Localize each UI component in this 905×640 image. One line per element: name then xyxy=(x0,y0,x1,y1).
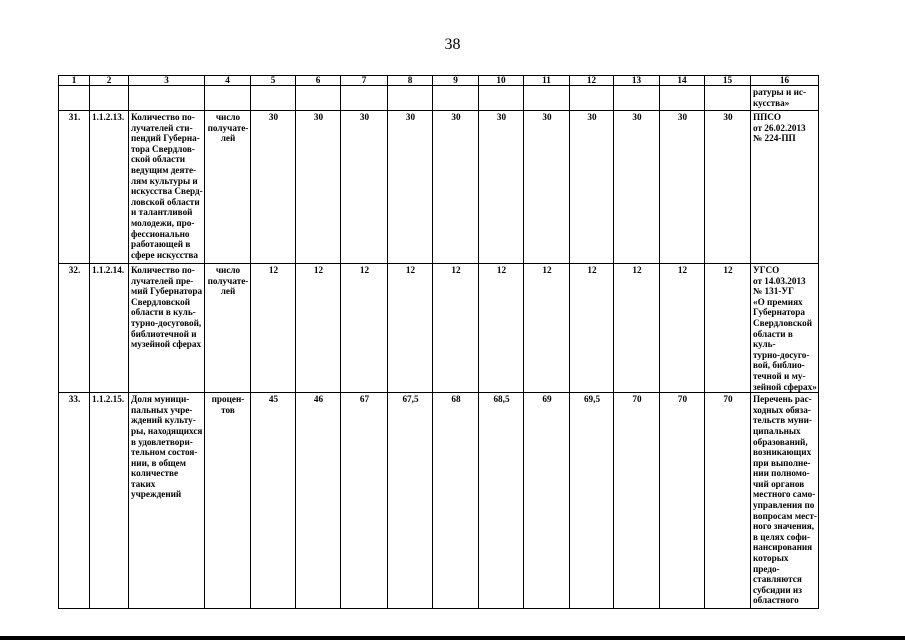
indicator-table xyxy=(58,75,819,609)
value-cell: 67 xyxy=(341,393,388,609)
column-header: 15 xyxy=(705,76,751,86)
row-code: 1.1.2.15. xyxy=(90,393,129,609)
value-cell: 70 xyxy=(614,393,660,609)
value-cell: 69 xyxy=(524,393,570,609)
row-code: 1.1.2.14. xyxy=(90,264,129,393)
value-cell: 12 xyxy=(341,264,388,393)
column-header: 16 xyxy=(751,76,819,86)
value-cell: 45 xyxy=(251,393,296,609)
value-cell: 46 xyxy=(296,393,341,609)
column-header: 8 xyxy=(388,76,433,86)
value-cell: 12 xyxy=(296,264,341,393)
unit: процен- тов xyxy=(205,393,251,609)
continuation-row xyxy=(59,86,819,111)
column-header: 14 xyxy=(660,76,705,86)
value-cell: 12 xyxy=(433,264,479,393)
column-header: 9 xyxy=(433,76,479,86)
column-header: 5 xyxy=(251,76,296,86)
column-header: 6 xyxy=(296,76,341,86)
value-cell: 67,5 xyxy=(388,393,433,609)
value-cell: 12 xyxy=(614,264,660,393)
header-row xyxy=(59,76,819,86)
table-row xyxy=(59,111,819,264)
value-cell: 30 xyxy=(251,111,296,264)
value-cell: 12 xyxy=(705,264,751,393)
value-cell: 12 xyxy=(524,264,570,393)
value-cell: 12 xyxy=(570,264,614,393)
row-number: 32. xyxy=(59,264,90,393)
column-header: 3 xyxy=(129,76,205,86)
value-cell: 12 xyxy=(251,264,296,393)
source-document: УГСО от 14.03.2013 № 131-УГ «О премиях Губернатора Свердловской области в куль- турно-досуго- вой, библио- течной и му- зейной сферах» xyxy=(751,264,819,393)
value-cell: 30 xyxy=(660,111,705,264)
column-header: 1 xyxy=(59,76,90,86)
scan-edge xyxy=(0,636,905,640)
row-number: 33. xyxy=(59,393,90,609)
row-code: 1.1.2.13. xyxy=(90,111,129,264)
source-document: Перечень рас- ходных обяза- тельств муни- ципальных образований, возникающих при выполне- нии полномо- чий органов местного само- управления по вопросам мест- ного значения, в целях софи- нансирования которых предо- ставляются субсидии из областного xyxy=(751,393,819,609)
value-cell: 68 xyxy=(433,393,479,609)
value-cell: 70 xyxy=(660,393,705,609)
indicator-name: Количество по- лучателей сти- пендий Губерна- тора Свердлов- ской области ведущим деяте- лям культуры и искусства Сверд- ловской области и талантливой молодежи, про- фессионально работающей в сфере искусства xyxy=(129,111,205,264)
table-cell: ратуры и ис- кусства» xyxy=(751,86,819,111)
indicator-name: Количество по- лучателей пре- мий Губернатора Свердловской области в куль- турно-досуговой, библиотечной и музейной сферах xyxy=(129,264,205,393)
column-header: 10 xyxy=(479,76,524,86)
unit: число получате- лей xyxy=(205,264,251,393)
value-cell: 30 xyxy=(296,111,341,264)
value-cell: 12 xyxy=(660,264,705,393)
value-cell: 68,5 xyxy=(479,393,524,609)
value-cell: 30 xyxy=(705,111,751,264)
value-cell: 30 xyxy=(570,111,614,264)
value-cell: 30 xyxy=(388,111,433,264)
column-header: 2 xyxy=(90,76,129,86)
column-header: 7 xyxy=(341,76,388,86)
source-document: ППСО от 26.02.2013 № 224-ПП xyxy=(751,111,819,264)
value-cell: 69,5 xyxy=(570,393,614,609)
column-header: 12 xyxy=(570,76,614,86)
value-cell: 30 xyxy=(614,111,660,264)
value-cell: 30 xyxy=(433,111,479,264)
page-number: 38 xyxy=(444,36,461,53)
value-cell: 12 xyxy=(479,264,524,393)
table-row xyxy=(59,264,819,393)
value-cell: 30 xyxy=(341,111,388,264)
value-cell: 30 xyxy=(524,111,570,264)
unit: число получате- лей xyxy=(205,111,251,264)
column-header: 13 xyxy=(614,76,660,86)
row-number: 31. xyxy=(59,111,90,264)
value-cell: 12 xyxy=(388,264,433,393)
value-cell: 30 xyxy=(479,111,524,264)
column-header: 11 xyxy=(524,76,570,86)
value-cell: 70 xyxy=(705,393,751,609)
column-header: 4 xyxy=(205,76,251,86)
table-row xyxy=(59,393,819,609)
indicator-name: Доля муници- пальных учре- ждений культу- ры, находящихся в удовлетвори- тельном состоя- нии, в общем количестве таких учреждений xyxy=(129,393,205,609)
